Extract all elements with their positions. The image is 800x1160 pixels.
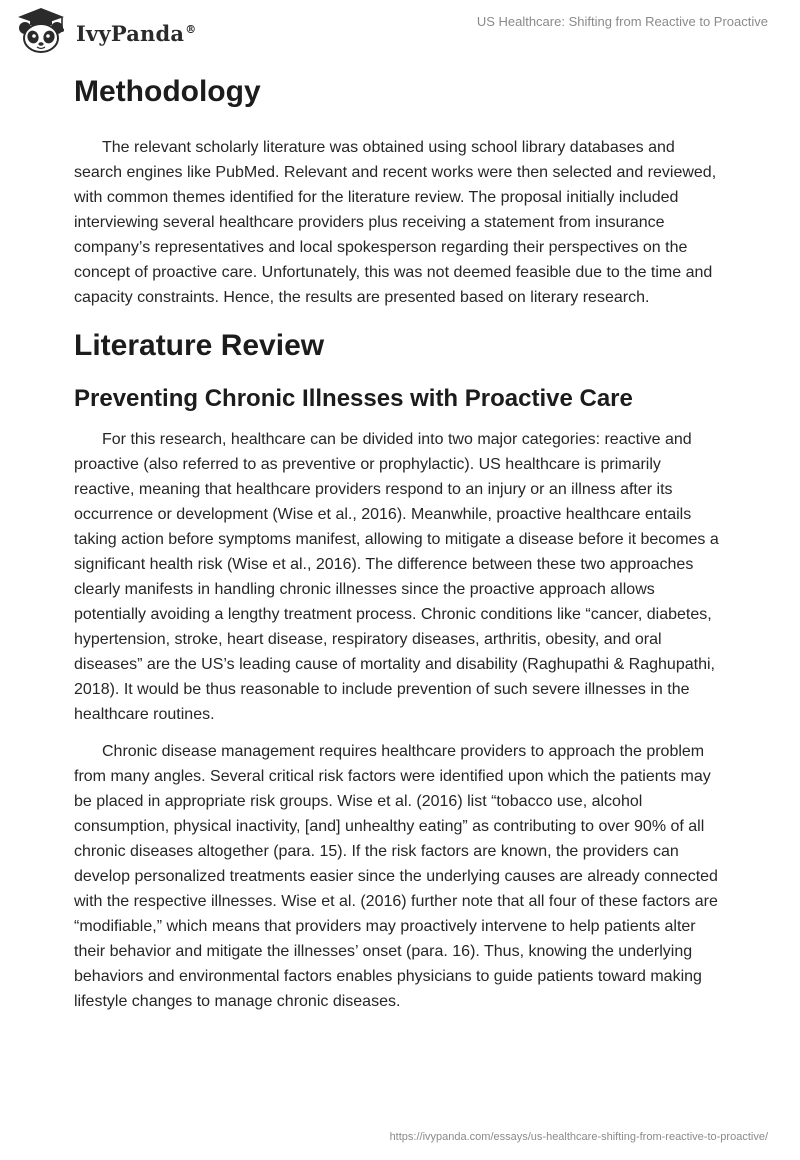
page-header — [0, 0, 800, 64]
document-title: US Healthcare: Shifting from Reactive to Proactive — [476, 14, 768, 29]
methodology-heading: Methodology — [74, 75, 261, 108]
source-url[interactable]: https://ivypanda.com/essays/us-healthcare-shifting-from-reactive-to-proactive/ — [389, 1131, 768, 1143]
panda-mascot-icon — [12, 7, 70, 55]
essay-content — [74, 70, 724, 1026]
chronic-illnesses-subheading: Preventing Chronic Illnesses with Proactive Care — [74, 385, 633, 412]
ivypanda-logo[interactable] — [12, 6, 196, 56]
literature-review-heading: Literature Review — [74, 329, 325, 362]
literature-paragraph: Chronic disease management requires healthcare providers to approach the problem from many angles. Several critical risk factors were identified upon which the patients may be placed in appropriate risk groups. Wise et al. (2016) list “tobacco use, alcohol consumption, physical inactivity, [and] unhealthy eating” as contributing to over 90% of all chronic diseases altogether (para. 15). If the risk factors are known, the providers can develop personalized treatments easier since the underlying causes are already connected with the respective illnesses. Wise et al. (2016) further note that all four of these factors are “modifiable,” which means that providers may proactively intervene to help patients alter their behavior and mitigate the illnesses’ onset (para. 16). Thus, knowing the underlying behaviors and environmental factors enables physicians to guide patients toward making lifestyle changes to manage chronic diseases. — [74, 743, 718, 1010]
brand-name: IvyPanda® — [76, 20, 197, 46]
registered-mark: ® — [185, 22, 197, 36]
methodology-paragraph: The relevant scholarly literature was obtained using school library databases and search engines like PubMed. Relevant and recent works were then selected and reviewed, with common themes identified for the literature review. The proposal initially included interviewing several healthcare providers plus receiving a statement from insurance company’s representatives and local spokesperson regarding their perspectives on the concept of proactive care. Unfortunately, this was not deemed feasible due to the time and capacity constraints. Hence, the results are presented based on literary research. — [74, 139, 717, 306]
literature-paragraph: For this research, healthcare can be divided into two major categories: reactive and proactive (also referred to as preventive or prophylactic). US healthcare is primarily reactive, meaning that healthcare providers respond to an injury or an illness after its occurrence or development (Wise et al., 2016). Meanwhile, proactive healthcare entails taking action before symptoms manifest, allowing to mitigate a disease before it becomes a significant health risk (Wise et al., 2016). The difference between these two approaches clearly manifests in handling chronic illnesses since the proactive approach allows potentially avoiding a lengthy treatment process. Chronic conditions like “cancer, diabetes, hypertension, stroke, heart disease, respiratory diseases, arthritis, obesity, and oral diseases” are the US’s leading cause of mortality and disability (Raghupathi & Raghupathi, 2018). It would be thus reasonable to include prevention of such severe illnesses in the healthcare routines. — [74, 431, 719, 723]
